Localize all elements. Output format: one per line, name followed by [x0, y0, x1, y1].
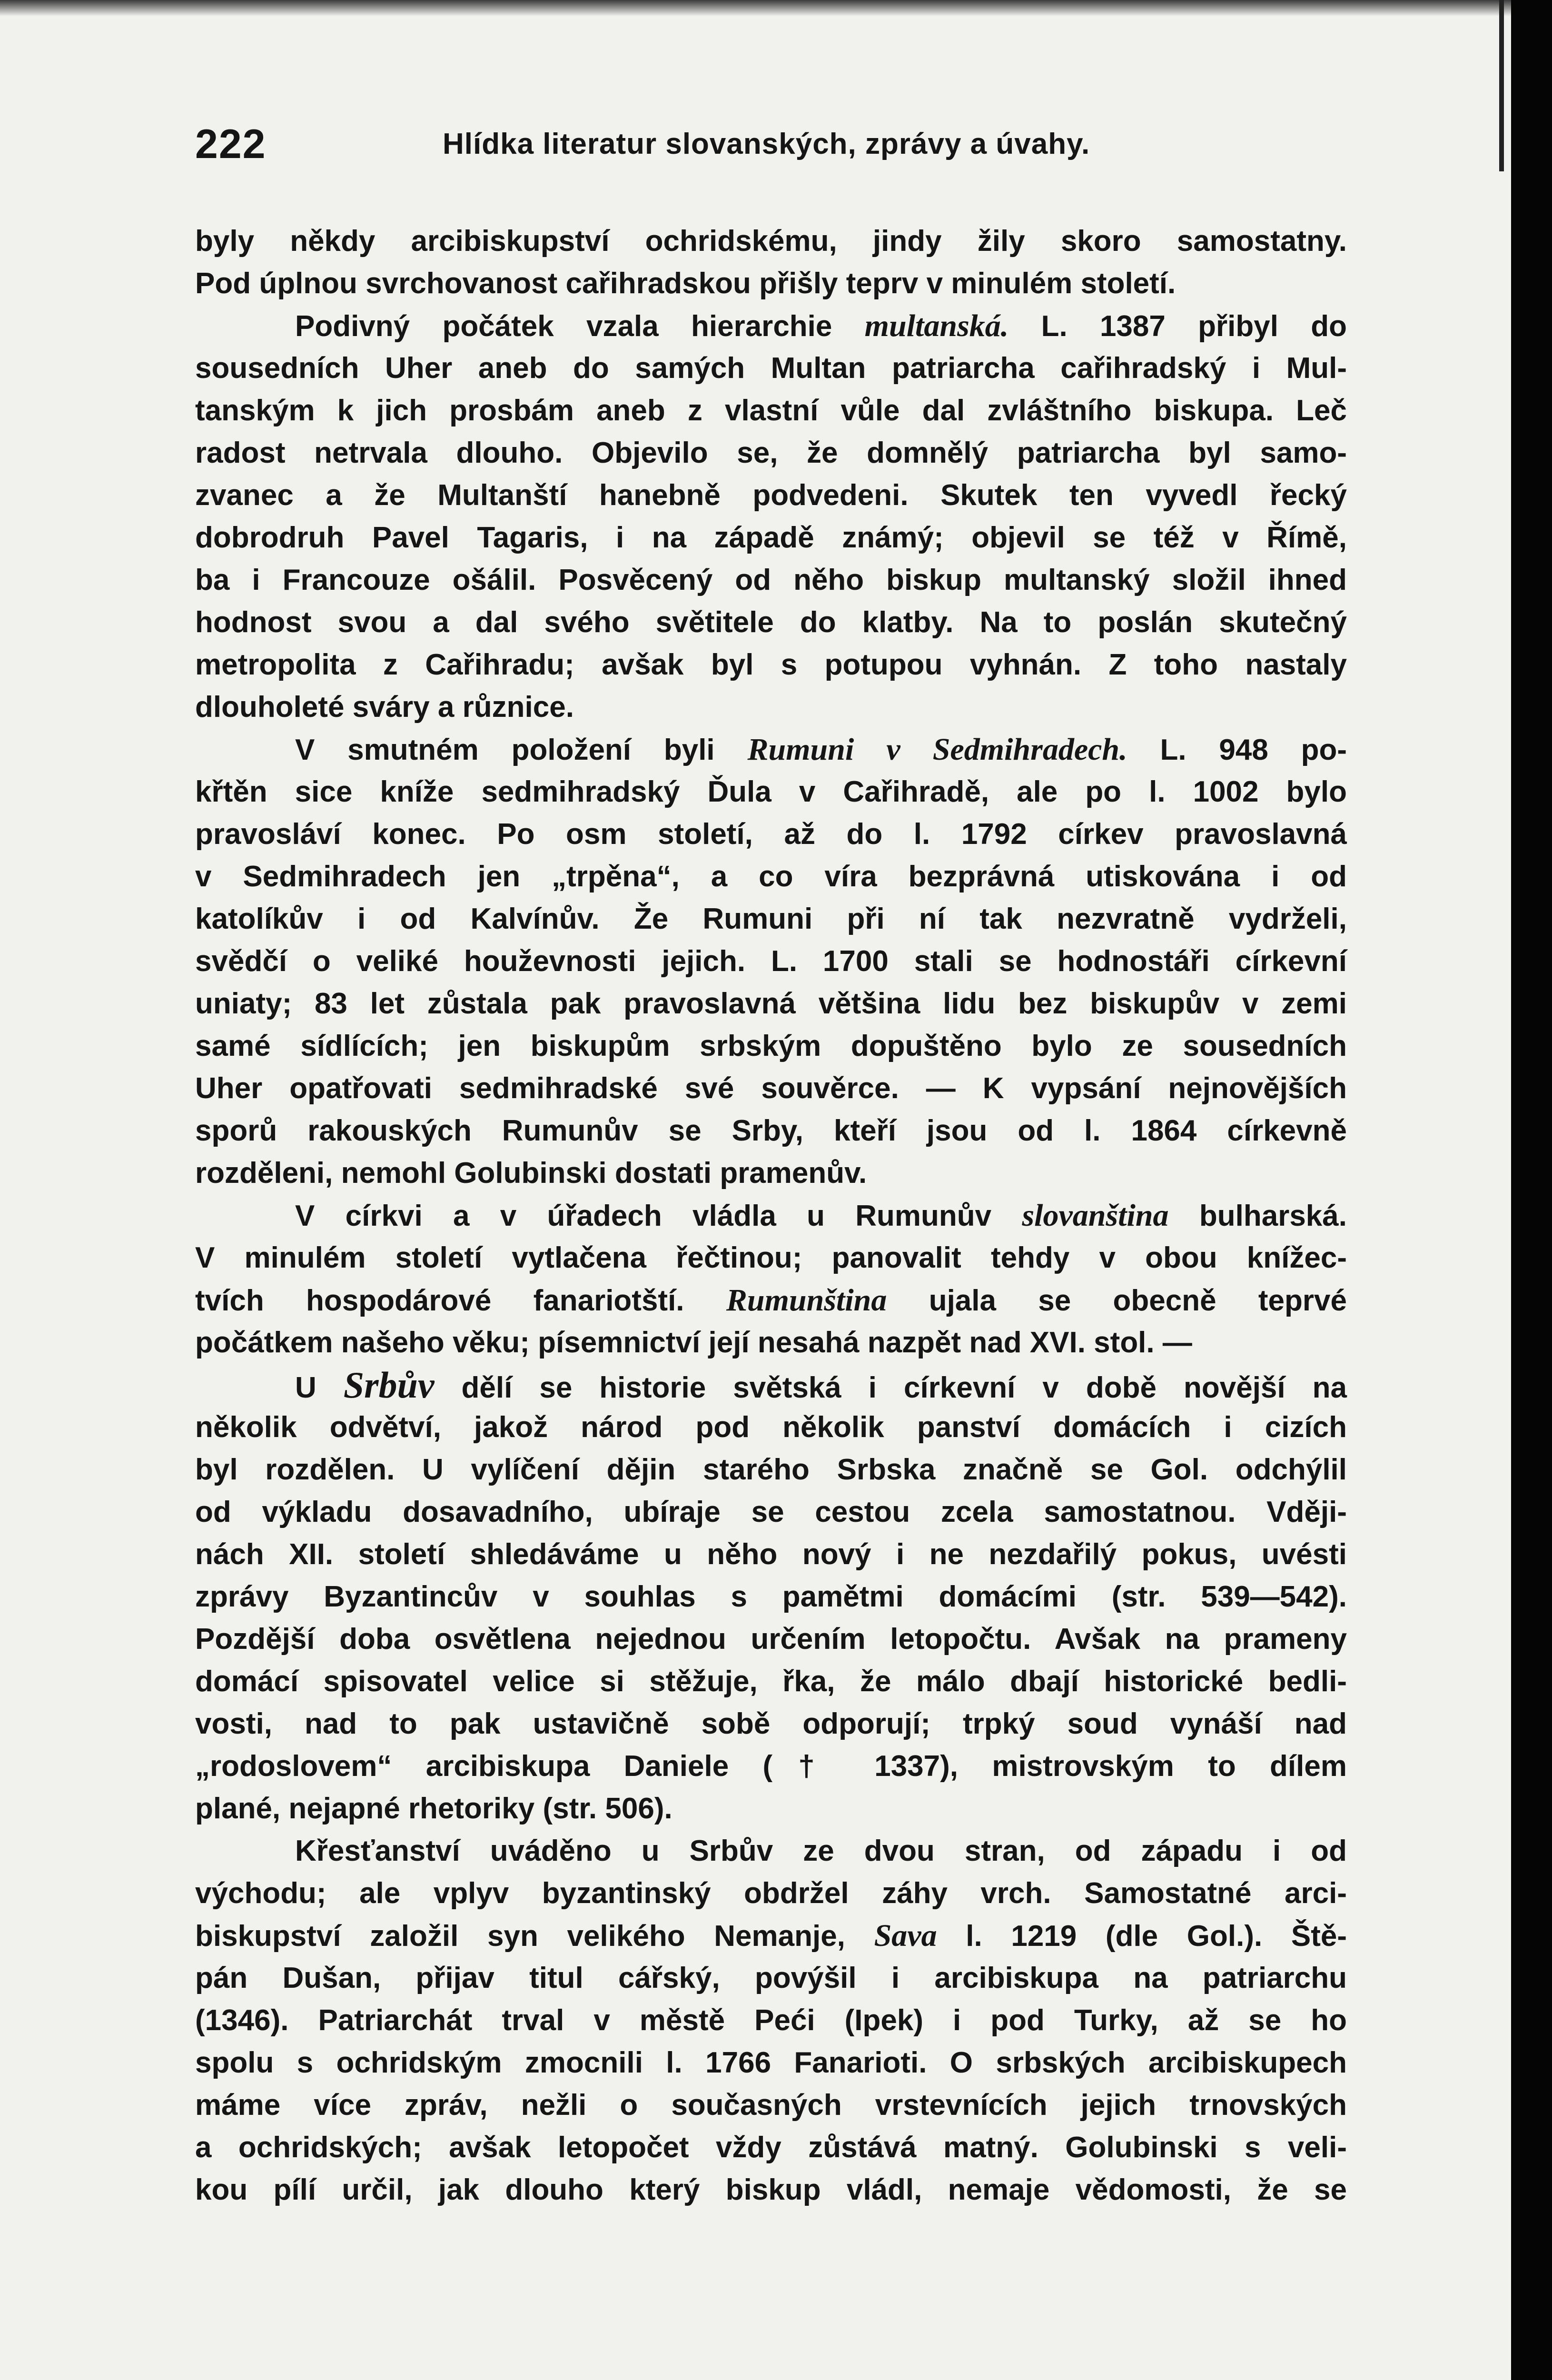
text-run: dělí se historie světská i církevní v době novější na: [434, 1371, 1347, 1404]
text-line: [195, 1872, 1347, 1914]
text-run: ujala se obecně teprvé: [887, 1284, 1347, 1317]
running-title: Hlídka literatur slovanských, zprávy a úvahy.: [443, 128, 1090, 160]
page-number: 222: [195, 121, 267, 167]
text-run: V smutném položení byli: [295, 734, 748, 766]
text-line: [195, 1152, 1347, 1194]
text-run: domácí spisovatel velice si stěžuje, řka, že málo dbají historické bedli-: [195, 1665, 1347, 1698]
text-run: uniaty; 83 let zůstala pak pravoslavná většina lidu bez biskupův v zemi: [195, 987, 1347, 1020]
text-run: L. 948 po-: [1127, 734, 1347, 766]
text-run: bulharská.: [1168, 1200, 1347, 1232]
text-run: Pod úplnou svrchovanost cařihradskou přišly teprv v minulém století.: [195, 267, 1176, 300]
text-line: [195, 1491, 1347, 1533]
text-run: Uher opatřovati sedmihradské své souvěrce. — K vypsání nejnovějších: [195, 1072, 1347, 1105]
text-run: V církvi a v úřadech vládla u Rumunův: [295, 1200, 1022, 1232]
text-run: tanským k jich prosbám aneb z vlastní vůle dal zvláštního biskupa. Leč: [195, 394, 1347, 427]
text-line: [195, 1830, 1347, 1872]
text-run: Rumuni v Sedmihradech.: [747, 732, 1127, 767]
text-line: [195, 644, 1347, 686]
text-run: ba i Francouze ošálil. Posvěcený od něho biskup multanský složil ihned: [195, 564, 1347, 596]
text-line: [195, 1448, 1347, 1491]
text-run: katolíkův i od Kalvínův. Že Rumuni při ní tak nezvratně vydrželi,: [195, 902, 1347, 935]
text-run: východu; ale vplyv byzantinský obdržel záhy vrch. Samostatné arci-: [195, 1877, 1347, 1910]
text-run: v Sedmihradech jen „trpěna“, a co víra bezprávná utiskována i od: [195, 860, 1347, 893]
text-line: [195, 474, 1347, 516]
text-run: tvích hospodárové fanariotští.: [195, 1284, 726, 1317]
text-run: Srbův: [343, 1364, 435, 1406]
text-line: [195, 813, 1347, 855]
scan-top-shadow: [0, 0, 1552, 16]
text-run: plané, nejapné rhetoriky (str. 506).: [195, 1792, 672, 1825]
text-run: Pozdější doba osvětlena nejednou určením letopočtu. Avšak na prameny: [195, 1623, 1347, 1656]
text-line: [195, 2126, 1347, 2169]
text-line: [195, 686, 1347, 728]
text-line: [195, 516, 1347, 559]
text-run: několik odvětví, jakož národ pod několik panství domácích i cizích: [195, 1411, 1347, 1444]
text-line: [195, 1618, 1347, 1660]
text-run: (1346). Patriarchát trval v městě Peći (Ipek) i pod Turky, až se ho: [195, 2004, 1347, 2037]
text-run: svědčí o veliké houževnosti jejich. L. 1700 stali se hodnostáři církevní: [195, 945, 1347, 978]
text-run: spolu s ochridským zmocnili l. 1766 Fanarioti. O srbských arcibiskupech: [195, 2046, 1347, 2079]
text-line: [195, 1576, 1347, 1618]
text-run: dlouholeté sváry a různice.: [195, 691, 574, 724]
text-run: metropolita z Cařihradu; avšak byl s potupou vyhnán. Z toho nastaly: [195, 648, 1347, 681]
text-line: [195, 898, 1347, 940]
text-line: [195, 1787, 1347, 1830]
text-run: biskupství založil syn velikého Nemanje,: [195, 1920, 874, 1953]
text-line: [195, 1660, 1347, 1703]
text-line: [195, 940, 1347, 982]
text-run: rozděleni, nemohl Golubinski dostati pramenův.: [195, 1157, 867, 1190]
text-line: [195, 347, 1347, 389]
text-run: křtěn sice kníže sedmihradský Ďula v Cařihradě, ale po l. 1002 bylo: [195, 775, 1347, 808]
text-line: [195, 305, 1347, 347]
text-run: Křesťanství uváděno u Srbův ze dvou stran, od západu i od: [295, 1835, 1347, 1867]
text-run: vosti, nad to pak ustavičně sobě odporují; trpký soud vynáší nad: [195, 1707, 1347, 1740]
text-line: [195, 559, 1347, 601]
text-line: [195, 220, 1347, 262]
text-run: „rodoslovem“ arcibiskupa Daniele († 1337), mistrovským to dílem: [195, 1750, 1347, 1783]
text-line: [195, 2042, 1347, 2084]
text-line: [195, 855, 1347, 898]
body-text: [195, 220, 1347, 2211]
text-run: L. 1387 přibyl do: [1008, 310, 1347, 343]
text-line: [195, 1914, 1347, 1957]
text-run: Sava: [874, 1918, 937, 1953]
text-run: zvanec a že Multanští hanebně podvedeni. Skutek ten vyvedl řecký: [195, 479, 1347, 512]
text-run: máme více zpráv, nežli o současných vrstevnících jejich trnovských: [195, 2089, 1347, 2122]
scan-right-edge: [1511, 0, 1552, 2380]
text-run: byly někdy arcibiskupství ochridskému, jindy žily skoro samostatny.: [195, 225, 1347, 258]
text-line: [195, 1025, 1347, 1067]
text-run: multanská.: [864, 308, 1009, 343]
text-line: [195, 771, 1347, 813]
text-run: pán Dušan, přijav titul cářský, povýšil i arcibiskupa na patriarchu: [195, 1962, 1347, 1994]
text-run: samé sídlících; jen biskupům srbským dopuštěno bylo ze sousedních: [195, 1030, 1347, 1062]
text-line: [195, 601, 1347, 644]
text-run: od výkladu dosavadního, ubíraje se cestou zcela samostatnou. Vději-: [195, 1496, 1347, 1528]
text-run: sporů rakouských Rumunův se Srby, kteří jsou od l. 1864 církevně: [195, 1114, 1347, 1147]
text-line: [195, 1703, 1347, 1745]
scan-binding-line: [1499, 0, 1504, 171]
text-run: a ochridských; avšak letopočet vždy zůstává matný. Golubinski s veli-: [195, 2131, 1347, 2164]
text-line: [195, 728, 1347, 771]
text-run: U: [295, 1371, 344, 1404]
text-run: byl rozdělen. U vylíčení dějin starého Srbska značně se Gol. odchýlil: [195, 1453, 1347, 1486]
text-line: [195, 262, 1347, 305]
text-line: [195, 1999, 1347, 2042]
text-line: [195, 2169, 1347, 2211]
text-run: sousedních Uher aneb do samých Multan patriarcha cařihradský i Mul-: [195, 352, 1347, 385]
text-run: kou pílí určil, jak dlouho který biskup vládl, nemaje vědomosti, že se: [195, 2173, 1347, 2206]
text-run: l. 1219 (dle Gol.). Ště-: [937, 1920, 1347, 1953]
text-run: hodnost svou a dal svého světitele do klatby. Na to poslán skutečný: [195, 606, 1347, 639]
text-line: [195, 1067, 1347, 1110]
text-run: pravosláví konec. Po osm století, až do l. 1792 církev pravoslavná: [195, 818, 1347, 851]
text-line: [195, 389, 1347, 432]
text-run: Podivný počátek vzala hierarchie: [295, 310, 865, 343]
text-line: [195, 1110, 1347, 1152]
text-line: [195, 1745, 1347, 1787]
text-run: počátkem našeho věku; písemnictví její nesahá nazpět nad XVI. stol. —: [195, 1326, 1192, 1359]
text-line: [195, 1194, 1347, 1237]
text-line: [195, 432, 1347, 474]
text-run: slovanština: [1022, 1198, 1169, 1233]
text-run: nách XII. století shledáváme u něho nový i ne nezdařilý pokus, uvésti: [195, 1538, 1347, 1571]
text-run: Rumunština: [726, 1283, 887, 1318]
page-header: [195, 118, 1347, 170]
text-run: radost netrvala dlouho. Objevilo se, že domnělý patriarcha byl samo-: [195, 436, 1347, 469]
text-run: V minulém století vytlačena řečtinou; panovalit tehdy v obou knížec-: [195, 1241, 1347, 1274]
text-line: [195, 982, 1347, 1025]
text-line: [195, 1364, 1347, 1406]
text-line: [195, 1533, 1347, 1576]
text-run: dobrodruh Pavel Tagaris, i na západě známý; objevil se též v Římě,: [195, 521, 1347, 554]
text-line: [195, 1279, 1347, 1321]
text-line: [195, 1406, 1347, 1448]
text-line: [195, 1237, 1347, 1279]
text-line: [195, 1321, 1347, 1364]
text-run: zprávy Byzantincův v souhlas s pamětmi domácími (str. 539—542).: [195, 1580, 1347, 1613]
text-line: [195, 2084, 1347, 2126]
text-line: [195, 1957, 1347, 1999]
